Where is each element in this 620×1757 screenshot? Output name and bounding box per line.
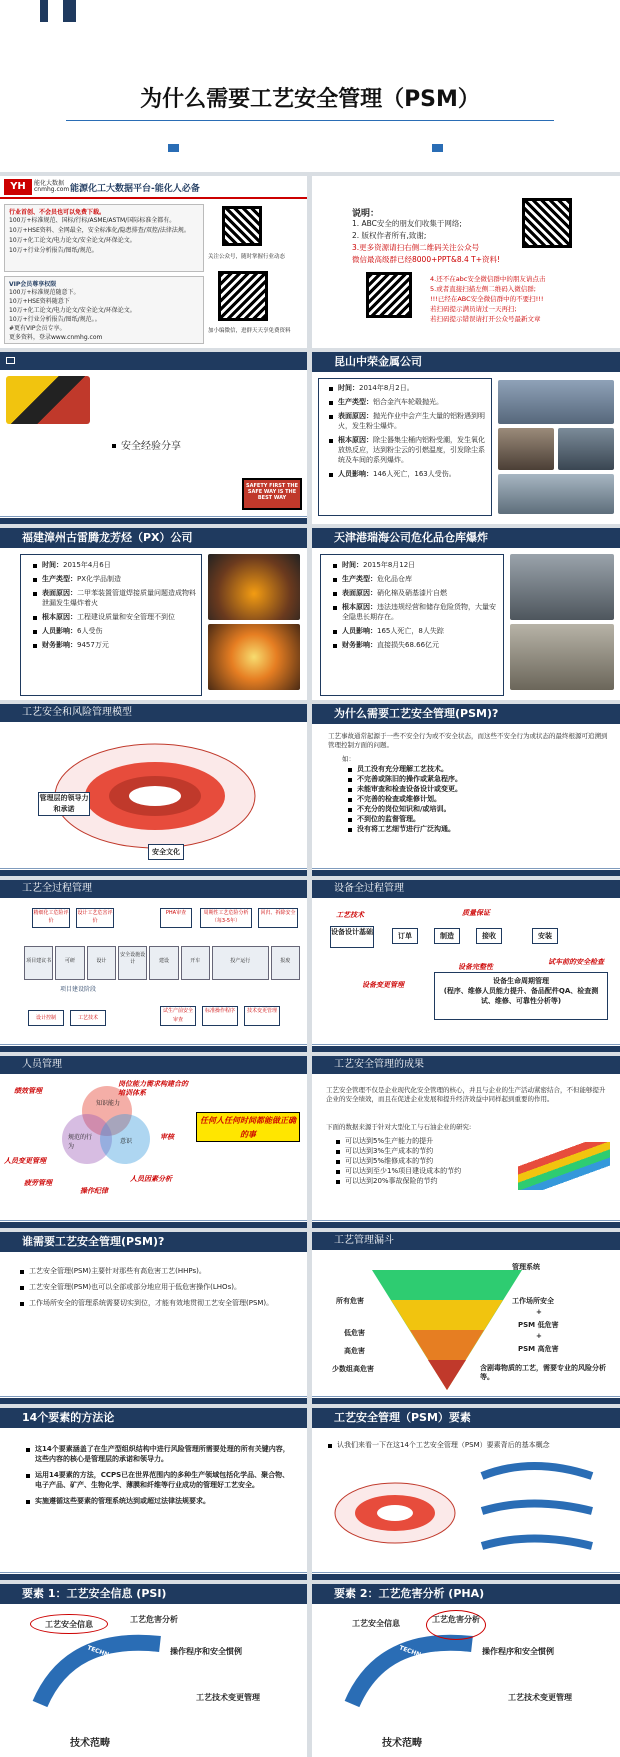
stage-row: 项目建议书 可研 设计 安全设施设计 建设 开车 投产运行 报废 bbox=[24, 946, 300, 980]
slide-footer bbox=[312, 870, 620, 876]
slide-header: 工艺安全管理（PSM）要素 bbox=[312, 1408, 620, 1428]
case-box: 时间：2015年8月12日 生产类型：危化品仓库 表面原因：硝化棉及硝基漆片自燃 根本原因：违法违规经营和储存危险货物，大量安全隐患长期存在。 人员影响：165人死亡，8人失踪 财务影响：直接损失68.66亿元 bbox=[320, 554, 504, 696]
model-slide bbox=[0, 704, 307, 876]
ad-slide bbox=[0, 176, 307, 348]
elements-diagram bbox=[330, 1468, 460, 1558]
explosion-photo bbox=[208, 554, 300, 620]
leadership-box: 管理层的领导力和承诺 bbox=[38, 792, 90, 816]
slogan-box: 任何人任何时间都能做正确的事 bbox=[196, 1112, 300, 1142]
zhangzhou-slide bbox=[0, 528, 307, 700]
ruins-photo bbox=[510, 624, 614, 690]
slide-header: 昆山中荣金属公司 bbox=[312, 352, 620, 372]
lifecycle-box: 设备生命周期管理 (程序、维修人员能力提升、备品配件QA、检查测试、维修、可靠性分析等) bbox=[434, 972, 608, 1020]
safety-first-sign: SAFETY FIRST THE SAFE WAY IS THE BEST WAY bbox=[242, 478, 302, 510]
slide-footer bbox=[0, 1046, 307, 1052]
warning-signs-image bbox=[6, 376, 90, 424]
why-intro: 工艺事故通常起源于一些不安全行为或不安全状态，而这些不安全行为或状态的最终根源可追溯到管理控制方面的问题。 bbox=[328, 732, 608, 749]
funnel-slide: 工艺管理漏斗 管理系统 所有危害 低危害 高危害 少数组高危害 工作场所安全 + PSM 低危害 + PSM 高危害 含剧毒物质的工艺，需要专业的风险分析等。 bbox=[312, 1232, 620, 1404]
who-slide bbox=[0, 1232, 307, 1404]
ad-platform: 能源化工大数据平台-能化人必备 bbox=[70, 184, 200, 194]
psi-oval: 工艺安全信息 bbox=[30, 1614, 108, 1634]
slide-header: 为什么需要工艺安全管理(PSM)? bbox=[312, 704, 620, 724]
notice-slide: 说明： 1. ABC安全的朋友们收集于网络; 2. 版权作者所有,致谢; 3.更多资源请扫右侧二维码关注公众号 微信最高级群已经8000+PPT&8.4 T+资料! 4.还不在abc安全微信群中的朋友请点击 5.或者直接扫描左侧二维码入微信群; !!!已经在ABC安全微信群中的不要扫!!! 若扫码提示满员请过一天再扫; 若扫码提示错误请打开公众号最新文章 bbox=[312, 176, 620, 348]
equip-slide: 设备全过程管理 工艺技术 质量保证 设备设计基础 订单 制造 接收 安装 设备变更管理 设备完整性 试车前的安全检查 设备生命周期管理 (程序、维修人员能力提升、备品配件QA、检查测试、维修、可靠性分析等) bbox=[312, 880, 620, 1052]
fire-photo bbox=[208, 624, 300, 690]
fourteen-slide bbox=[0, 1408, 307, 1580]
result-p2: 下面的数据来源于针对大型化工与石油企业的研究: bbox=[326, 1123, 472, 1131]
ad-logo: YH bbox=[4, 179, 32, 195]
case-box: 时间：2014年8月2日。 生产类型：铝合金汽车轮毂抛光。 表面原因：抛光作业中会产生大量的铝粉遇到明火，发生粉尘爆炸。 根本原因：除尘器集尘桶内铝粉受潮，发生氧化放热反应，达到粉尘云的引燃温度，引发除尘系统及车间的系列爆炸。 人员影响：146人死亡，163人受伤。 bbox=[318, 378, 492, 516]
result-p1: 工艺安全管理不仅是企业现代化安全管理的核心，并且与企业的生产活动紧密结合，不但能够提升企业的安全绩效，而且在促进企业发展和提升经济效益中同样起到重要的作用。 bbox=[326, 1086, 606, 1103]
qr-code-icon bbox=[218, 271, 268, 321]
process-slide: 工艺全过程管理 精细化工危险评价 设计工艺危害评价 PHA审查 周期性工艺危险分析（每3-5年） 回归、拆除安全 项目建议书 可研 设计 安全设施设计 建设 开车 投产运行 报废 项目建设阶段 设计控制 工艺技术 试生产前安全审查 标准操作程序 技术变更管理 bbox=[0, 880, 307, 1052]
top-bar-right bbox=[63, 0, 76, 22]
elements-arrows bbox=[472, 1456, 612, 1566]
slide-header: 人员管理 bbox=[0, 1056, 307, 1074]
slide-header: 设备全过程管理 bbox=[312, 880, 620, 898]
rainbow-image bbox=[518, 1142, 610, 1190]
qr-code-icon bbox=[522, 198, 572, 248]
psi-slide: 要素 1：工艺安全信息 (PSI) TECHNOLOGY 工艺安全信息 工艺危害分析 操作程序和安全惯例 工艺技术变更管理 技术范畴 bbox=[0, 1584, 307, 1757]
smoke-photo bbox=[510, 554, 614, 620]
technology-arc bbox=[30, 1624, 170, 1714]
slide-header: 天津港瑞海公司危化品仓库爆炸 bbox=[312, 528, 620, 548]
qr-code-icon bbox=[366, 272, 412, 318]
safety-exp-slide bbox=[0, 352, 307, 524]
slide-footer bbox=[312, 1222, 620, 1228]
case-box: 时间：2015年4月6日 生产类型：PX化学品制造 表面原因：二甲苯装置管道焊接质量问题造成物料泄漏发生爆炸着火 根本原因：工程建设质量和安全管理不到位 人员影响：6人受伤 财务影响：9457万元 bbox=[20, 554, 202, 696]
slide-footer bbox=[312, 1398, 620, 1404]
elements-slide bbox=[312, 1408, 620, 1580]
who-list: 工艺安全管理(PSM)主要针对那些有高危害工艺(HHPs)。 工艺安全管理(PSM)也可以全部或部分地应用于低危害操作(LHOs)。 工作场所安全的管理系统需要切实到位，才能有效地贯彻工艺安全管理(PSM)。 bbox=[20, 1266, 296, 1308]
ad-brand: 能化大数据 bbox=[34, 180, 65, 187]
slide-header: 谁需要工艺安全管理(PSM)? bbox=[0, 1232, 307, 1252]
slide-footer bbox=[0, 870, 307, 876]
pha-slide: 要素 2：工艺危害分析 (PHA) TECHNOLOGY 工艺安全信息 工艺危害分析 操作程序和安全惯例 工艺技术变更管理 技术范畴 bbox=[312, 1584, 620, 1757]
ad-qr1-caption: 关注公众号，随时掌握行业动态 bbox=[208, 254, 286, 260]
result-list: 可以达到5%生产能力的提升 可以达到3%生产成本的节约 可以达到5%维修成本的节约 可以达到至少1%项目建设成本的节约 可以达到20%事故保险的节约 bbox=[336, 1136, 516, 1186]
slide-footer bbox=[312, 1046, 620, 1052]
slide-footer bbox=[0, 1222, 307, 1228]
slide-header: 工艺管理漏斗 bbox=[312, 1232, 620, 1250]
rescue-photo bbox=[498, 474, 614, 514]
page-title: 为什么需要工艺安全管理（PSM） bbox=[140, 87, 480, 112]
slide-header: 工艺安全和风险管理模型 bbox=[0, 704, 307, 722]
factory-photo bbox=[498, 380, 614, 424]
slide-header: 要素 2：工艺危害分析 (PHA) bbox=[312, 1584, 620, 1604]
slide-footer bbox=[0, 1574, 307, 1580]
result-slide bbox=[312, 1056, 620, 1228]
tianjin-slide bbox=[312, 528, 620, 700]
slide-header: 工艺全过程管理 bbox=[0, 880, 307, 898]
slide-header: 福建漳州古雷腾龙芳烃（PX）公司 bbox=[0, 528, 307, 548]
bullet-safety-exp: 安全经验分享 bbox=[112, 440, 181, 453]
deco-square-right bbox=[432, 144, 443, 152]
title-rule bbox=[66, 120, 554, 121]
deco-square-left bbox=[168, 144, 179, 152]
title-slide bbox=[0, 0, 620, 172]
culture-box: 安全文化 bbox=[148, 844, 184, 860]
slide-footer bbox=[312, 1574, 620, 1580]
pha-oval: 工艺危害分析 bbox=[426, 1610, 486, 1640]
top-bar-left bbox=[40, 0, 48, 22]
slide-footer bbox=[0, 1398, 307, 1404]
kunshan-slide bbox=[312, 352, 620, 524]
fourteen-list: 这14个要素涵盖了在生产型组织结构中进行风险管理所需要处理的所有关键内容，这些内容的核心是管理层的承诺和领导力。 运用14要素的方法，CCPS已在世界范围内的多种生产领域包括化学品、聚合物、电子产品、矿产、生物化学、薄膜和纤维等行业成功的管理好工艺安全。 实施遵循这些要素的管理系统达到或超过法律法规要求。 bbox=[26, 1444, 296, 1506]
why-list: 员工没有充分理解工艺技术。 不完善或陈旧的操作或紧急程序。 未能审查和检查设备设计或变更。 不完善的检查或维修计划。 不充分的岗位知识和/或培训。 不到位的监督管理。 没有将工艺细节进行广泛沟通。 bbox=[348, 764, 608, 834]
people-slide: 人员管理 知识能力 规范的行为 意识 绩效管理 岗位能力需求构建合的培训体系 审核 人员变更管理 疲劳管理 操作纪律 人员因素分析 任何人任何时间都能做正确的事 bbox=[0, 1056, 307, 1228]
ad-box1: 行业首创、不会员也可以免费下载。 100万+标准规范、国标/行标/ASME/ASTM/国际标准全都有。 10万+HSE资料、全网最全，安全标准化/隐患排查/双控/法律法规。 10万+化工论文/电力论文/安全论文/环保论文。 10万+行业分析报告/图纸/规范。 bbox=[4, 204, 204, 272]
slide-header: 要素 1：工艺安全信息 (PSI) bbox=[0, 1584, 307, 1604]
victims-photo bbox=[498, 428, 554, 470]
slide-footer bbox=[0, 518, 307, 524]
monitor-icon bbox=[6, 357, 15, 364]
ad-qr2-caption: 加小编微信，进群天天享免费资料 bbox=[208, 328, 291, 334]
qr-code-icon bbox=[222, 206, 262, 246]
elements-intro: 认我们来看一下在这14个工艺安全管理（PSM）要素背后的基本概念 bbox=[328, 1440, 612, 1450]
slide-header: 工艺安全管理的成果 bbox=[312, 1056, 620, 1074]
ad-red-rule bbox=[0, 197, 307, 199]
scene-photo bbox=[558, 428, 614, 470]
ad-site: cnmhg.com bbox=[34, 186, 70, 193]
why-slide: 为什么需要工艺安全管理(PSM)? 工艺事故通常起源于一些不安全行为或不安全状态，而这些不安全行为或状态的最终根源可追溯到管理控制方面的问题。 如： 员工没有充分理解工艺技术。 不完善或陈旧的操作或紧急程序。 未能审查和检查设备设计或变更。 不完善的检查或维修计划。 不充分的岗位知识和/或培训。 不到位的监督管理。 没有将工艺细节进行广泛沟通。 bbox=[312, 704, 620, 876]
slide-header: 14个要素的方法论 bbox=[0, 1408, 307, 1428]
slide-header bbox=[0, 352, 307, 370]
ad-box2: VIP会员尊享权限 100万+标准规范随意下。 10万+HSE资料随意下 10万+化工论文/电力论文/安全论文/环保论文。 10万+行业分析报告/图纸/规范。。 #更有VIP会员专享。 更多资料，登录www.cnmhg.com bbox=[4, 276, 204, 344]
